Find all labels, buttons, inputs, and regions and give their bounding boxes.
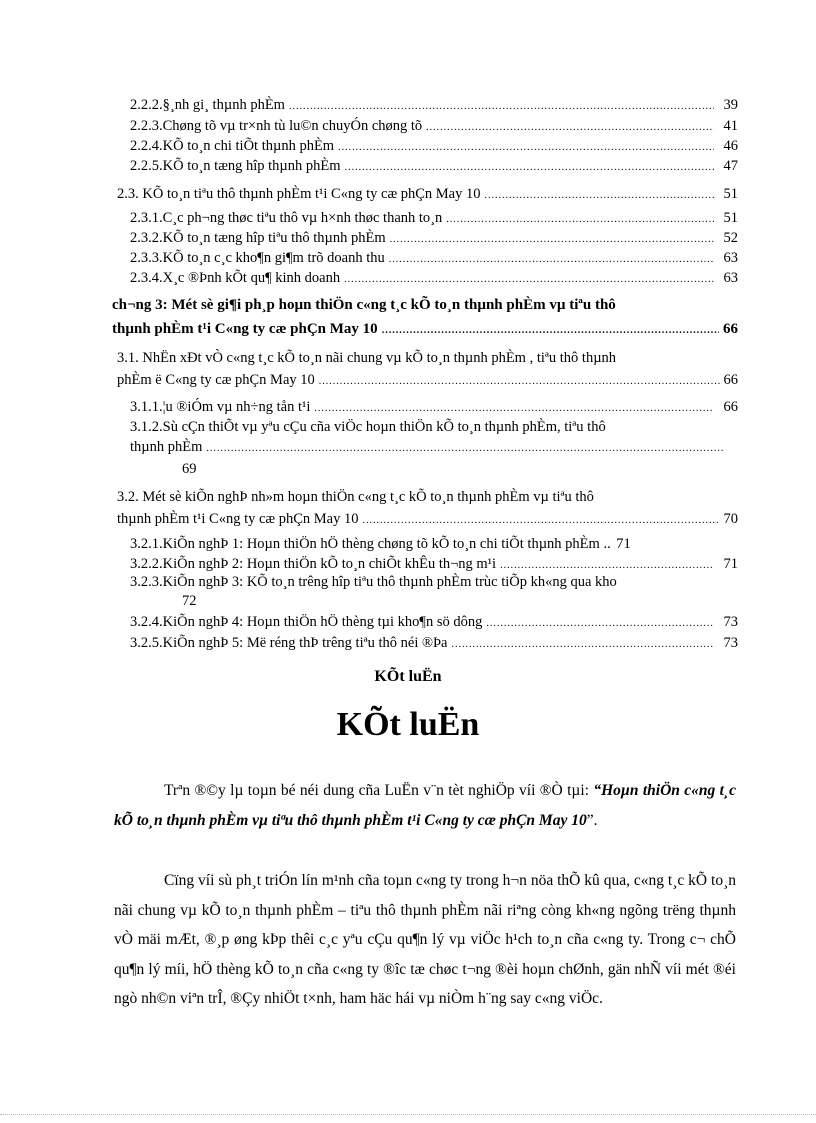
dot-leader xyxy=(485,187,715,205)
toc-entry-label: 2.2.4.KÕ to¸n chi tiÕt thµnh phÈm xyxy=(130,138,335,154)
toc-entry-page: 51 xyxy=(723,210,738,226)
toc-entry-page: 69 xyxy=(182,461,197,477)
toc-entry[interactable] xyxy=(130,535,738,553)
dot-leader xyxy=(486,615,714,633)
toc-entry-page: 41 xyxy=(723,118,738,134)
toc-entry-page: 70 xyxy=(723,511,738,527)
toc-entry-label: 2.3.1.C¸c ph¬ng thøc tiªu thô vµ h×nh thøc thanh to¸n xyxy=(130,210,443,226)
toc-entry[interactable] xyxy=(130,269,738,289)
toc-entry-page: 66 xyxy=(723,372,738,388)
thesis-title: “Hoµn thiÖn c«ng t¸c kÕ to¸n thµnh phÈm vµ tiªu thô thµnh phÈm t¹i C«ng ty cæ phÇn May 10 xyxy=(114,782,736,829)
toc-entry-label: 2.3.3.KÕ to¸n c¸c kho¶n gi¶m trõ doanh thu xyxy=(130,250,385,266)
toc-entry[interactable] xyxy=(130,157,738,177)
toc-entry[interactable] xyxy=(117,347,738,393)
toc-entry[interactable] xyxy=(130,417,738,479)
toc-entry-page: 46 xyxy=(723,138,738,154)
conclusion-toc-heading: KÕt luËn xyxy=(374,668,442,685)
toc-chapter-line: thµnh phÈm t¹i C«ng ty cæ phÇn May 10 xyxy=(112,321,378,337)
paragraph-text: Trªn ®©y lµ toµn bé néi dung cña LuËn v¨n tèt nghiÖp víi ®Ò tµi: xyxy=(164,782,594,799)
toc-entry-label: 3.2. Mét sè kiÕn nghÞ nh»m hoµn thiÖn c«ng t¸c kÕ to¸n thµnh phÈm vµ tiªu thô xyxy=(117,489,594,505)
toc-entry[interactable] xyxy=(130,117,738,137)
toc-entry-page: 71 xyxy=(616,536,631,552)
toc-entry-label: 2.2.3.Chøng tõ vµ tr×nh tù lu©n chuyÓn chøng tõ xyxy=(130,118,423,134)
toc-entry-page: 52 xyxy=(723,230,738,246)
dot-leader xyxy=(344,271,714,289)
toc-entry-page: 51 xyxy=(723,186,738,202)
toc-entry-label: phÈm ë C«ng ty cæ phÇn May 10 xyxy=(117,372,315,388)
toc-entry-label: thµnh phÈm t¹i C«ng ty cæ phÇn May 10 xyxy=(117,511,359,527)
toc-entry-label: 2.3.2.KÕ to¸n tæng hîp tiªu thô thµnh phÈm xyxy=(130,230,386,246)
dot-leader xyxy=(319,371,720,393)
dot-leader xyxy=(206,439,724,459)
conclusion-paragraph-1 xyxy=(114,776,736,835)
toc-entry[interactable] xyxy=(117,486,738,532)
toc-entry[interactable] xyxy=(130,229,738,249)
toc-entry-label: 2.2.2.§¸nh gi¸ thµnh phÈm xyxy=(130,97,285,113)
paragraph-text: ”. xyxy=(586,811,598,829)
toc-entry-label: 3.1. NhËn xÐt vÒ c«ng t¸c kÕ to¸n nãi chung vµ kÕ to¸n thµnh phÈm , tiªu thô thµnh xyxy=(117,350,617,366)
dot-leader xyxy=(314,400,714,418)
toc-entry-page: 47 xyxy=(723,158,738,174)
toc-entry-label: 3.1.2.Sù cÇn thiÕt vµ yªu cÇu cña viÖc hoµn thiÖn kÕ to¸n thµnh phÈm, tiªu thô xyxy=(130,419,606,435)
dot-leader xyxy=(389,251,714,269)
toc-entry-page: 63 xyxy=(723,270,738,286)
toc-entry-page: 66 xyxy=(723,321,738,337)
toc-entry-label: 3.2.1.KiÕn nghÞ 1: Hoµn thiÖn hÖ thèng chøng tõ kÕ to¸n chi tiÕt thµnh phÈm .. xyxy=(130,536,611,552)
toc-entry-label: 3.2.3.KiÕn nghÞ 3: KÕ to¸n trêng hîp tiªu thô thµnh phÈm trùc tiÕp kh«ng qua kho xyxy=(130,574,617,590)
toc-entry[interactable] xyxy=(130,555,738,575)
dot-leader xyxy=(338,139,714,157)
toc-entry-page: 39 xyxy=(723,97,738,113)
conclusion-title: KÕt luËn xyxy=(336,706,480,743)
dot-leader xyxy=(382,319,719,343)
toc-entry[interactable] xyxy=(130,137,738,157)
toc-entry[interactable] xyxy=(130,634,738,654)
toc-chapter-entry[interactable] xyxy=(112,293,738,343)
toc-chapter-line: ch¬ng 3: Mét sè gi¶i ph¸p hoµn thiÖn c«ng t¸c kÕ to¸n thµnh phÈm vµ tiªu thô xyxy=(112,297,616,313)
toc-entry-page: 63 xyxy=(723,250,738,266)
toc-entry-label: 3.2.4.KiÕn nghÞ 4: Hoµn thiÖn hÖ thèng tµi kho¶n sö dông xyxy=(130,614,483,630)
toc-entry-page: 73 xyxy=(723,635,738,651)
toc-entry-label: 2.3.4.X¸c ®Þnh kÕt qu¶ kinh doanh xyxy=(130,270,341,286)
toc-entry-page: 71 xyxy=(723,556,738,572)
toc-entry-page: 72 xyxy=(182,593,197,609)
toc-entry-label: 2.2.5.KÕ to¸n tæng hîp thµnh phÈm xyxy=(130,158,341,174)
toc-entry[interactable] xyxy=(130,613,738,633)
conclusion-paragraph-2 xyxy=(114,866,736,1014)
toc-entry-label: 3.2.5.KiÕn nghÞ 5: Më réng thÞ trêng tiªu thô néi ®Þa xyxy=(130,635,448,651)
toc-entry-page: 73 xyxy=(723,614,738,630)
page-edge xyxy=(0,1114,816,1115)
dot-leader xyxy=(446,211,714,229)
toc-entry-label: thµnh phÈm xyxy=(130,439,203,455)
dot-leader xyxy=(289,98,714,116)
dot-leader xyxy=(426,119,714,137)
toc-entry[interactable] xyxy=(117,185,738,205)
dot-leader xyxy=(362,510,719,532)
toc-entry[interactable] xyxy=(130,96,738,116)
toc-entry[interactable] xyxy=(130,398,738,418)
toc-entry[interactable] xyxy=(130,573,738,611)
dot-leader xyxy=(390,231,714,249)
toc-entry-label: 2.3. KÕ to¸n tiªu thô thµnh phÈm t¹i C«ng ty cæ phÇn May 10 xyxy=(117,186,481,202)
dot-leader xyxy=(452,636,715,654)
toc-entry-page: 66 xyxy=(723,399,738,415)
toc-entry-label: 3.1.1.¦u ®iÓm vµ nh÷ng tån t¹i xyxy=(130,399,311,415)
dot-leader xyxy=(345,159,714,177)
toc-entry-label: 3.2.2.KiÕn nghÞ 2: Hoµn thiÖn kÕ to¸n chiÕt khÊu th¬ng m¹i xyxy=(130,556,497,572)
toc-entry[interactable] xyxy=(130,249,738,269)
paragraph-text: Cïng víi sù ph¸t triÓn lín m¹nh cña toµn c«ng ty trong h¬n nöa thÕ kû qua, c«ng t¸c kÕ to¸n nãi chung vµ kÕ to¸n thµnh phÈm – tiªu thô thµnh phÈm nãi riªng còng kh«ng ngõng trëng thµnh vÒ mäi mÆt, ®¸p øng kÞp thêi c¸c yªu cÇu qu¶n lý vµ viÖc h¹ch to¸n cña c«ng ty. Trong c¬ chÕ qu¶n lý míi, hÖ thèng kÕ to¸n cña c«ng ty ®îc tæ chøc t¬ng ®èi hoµn chØnh, gän nhÑ víi mét ®éi ngò nh©n viªn trÎ, ®Çy nhiÖt t×nh, ham häc hái vµ niÒm h¨ng say c«ng viÖc. xyxy=(114,872,736,1007)
toc-entry[interactable] xyxy=(130,209,738,229)
